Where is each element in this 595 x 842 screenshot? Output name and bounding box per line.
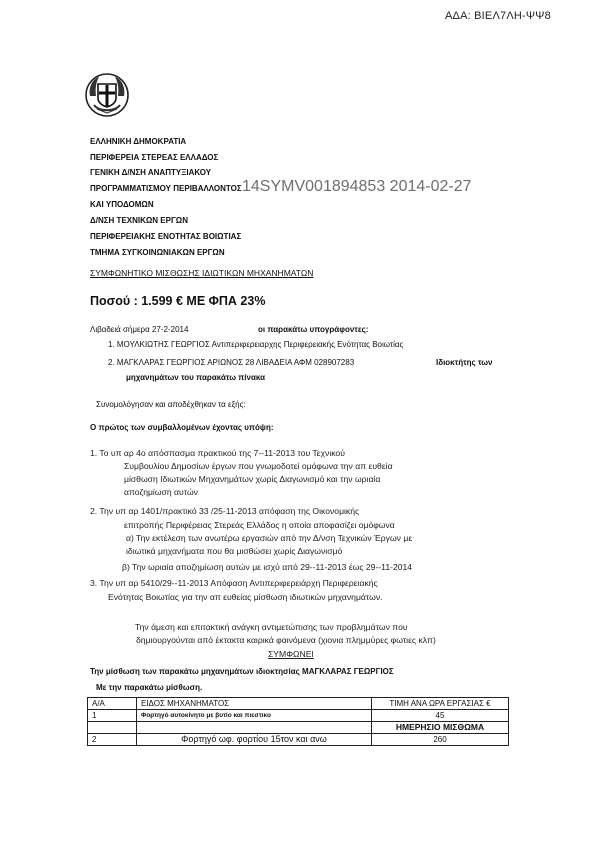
- point-3-line-2: Ενότητας Βοιωτίας για την απ ευθείας μίσθωση ιδιωτικών μηχανημάτων.: [108, 592, 383, 602]
- table-cell-price: 45: [372, 710, 509, 722]
- header-line-7: ΠΕΡΙΦΕΡΕΙΑΚΗΣ ΕΝΟΤΗΤΑΣ ΒΟΙΩΤΙΑΣ: [90, 232, 242, 241]
- header-line-3: ΓΕΝΙΚΗ Δ/ΝΣΗ ΑΝΑΠΤΥΞΙΑΚΟΥ: [90, 168, 212, 177]
- table-cell-aa: 2: [88, 734, 137, 746]
- header-line-4: ΠΡΟΓΡΑΜΜΑΤΙΣΜΟΥ ΠΕΡΙΒΑΛΛΟΝΤΟΣ: [90, 184, 242, 193]
- ada-code: ΑΔΑ: ΒΙΕΛ7ΛΗ-ΨΨ8: [445, 10, 551, 22]
- rent-line: Με την παρακάτω μίσθωση.: [96, 683, 203, 692]
- table-cell-price: 260: [372, 734, 509, 746]
- party-2: 2. ΜΑΓΚΛΑΡΑΣ ΓΕΩΡΓΙΟΣ ΑΡΙΩΝΟΣ 28 ΛΙΒΑΔΕΙΑ ΑΦΜ 028907283: [108, 358, 355, 367]
- table-row: [88, 710, 509, 722]
- header-line-5: ΚΑΙ ΥΠΟΔΟΜΩΝ: [90, 200, 154, 209]
- agreed-line: Συνομολόγησαν και αποδέχθηκαν τα εξής:: [96, 400, 246, 409]
- table-header-type: ΕΙΔΟΣ ΜΗΧΑΝΗΜΑΤΟΣ: [137, 698, 372, 710]
- point-1-line-4: αποζημίωση αυτών: [124, 487, 198, 497]
- necessity-line-1: Την άμεση και επιτακτική ανάγκη αντιμετώπισης των προβλημάτων που: [135, 622, 408, 632]
- header-line-2: ΠΕΡΙΦΕΡΕΙΑ ΣΤΕΡΕΑΣ ΕΛΛΑΔΟΣ: [90, 153, 219, 162]
- table-row: [88, 734, 509, 746]
- signatories-label: οι παρακάτω υπογράφοντες:: [258, 325, 369, 334]
- header-line-8: ΤΜΗΜΑ ΣΥΓΚΟΙΝΩΝΙΑΚΩΝ ΕΡΓΩΝ: [90, 248, 225, 257]
- daily-rent-label: ΗΜΕΡΗΣΙΟ ΜΙΣΘΩΜΑ: [372, 722, 509, 734]
- point-1-line-1: 1. Το υπ αρ 4ο απόσπασμα πρακτικού της 7--11-2013 του Τεχνικού: [90, 448, 345, 458]
- point-2-line-1: 2. Την υπ αρ 1401/πρακτικό 33 /25-11-2013 απόφαση της Οικονομικής: [90, 506, 360, 516]
- place-date: Λιβαδειά σήμερα 27-2-2014: [90, 325, 189, 334]
- table-header-price: ΤΙΜΗ ΑΝΑ ΩΡΑ ΕΡΓΑΣΙΑΣ €: [372, 698, 509, 710]
- header-line-6: Δ/ΝΣΗ ΤΕΧΝΙΚΩΝ ΕΡΓΩΝ: [90, 216, 188, 225]
- contract-amount: Ποσού : 1.599 € ΜΕ ΦΠΑ 23%: [90, 294, 266, 308]
- first-party-line: Ο πρώτος των συμβαλλομένων έχοντας υπόψη:: [90, 423, 274, 432]
- table-cell-type: Φορτηγό αυτοκίνητο με βυτίο και πιεστικο: [137, 710, 372, 722]
- point-2-line-5: β) Την ωριαία αποζημίωση αυτών με ισχύ από 29--11-2013 έως 29--11-2014: [122, 562, 413, 572]
- point-3-line-1: 3. Την υπ αρ 5410/29--11-2013 Απόφαση Αντιπεριφερειάρχη Περιφερειακής: [90, 578, 378, 588]
- lease-line: Την μίσθωση των παρακάτω μηχανημάτων ιδιοκτησίας ΜΑΓΚΛΑΡΑΣ ΓΕΩΡΓΙΟΣ: [90, 667, 394, 676]
- party-2-owner: Ιδιοκτήτης των: [436, 358, 493, 367]
- point-2-line-4: ιδιωτικά μηχανήματα που θα μισθώσει χωρίς Διαγωνισμό: [126, 546, 343, 556]
- point-1-line-2: Συμβουλίου Δημοσίων έργων που γνωμοδοτεί ομόφωνα την απ ευθεία: [124, 461, 393, 471]
- table-row-daily: [88, 722, 509, 734]
- table-header-aa: Α/Α: [88, 698, 137, 710]
- machines-table: [87, 697, 509, 746]
- party-2-machines: μηχανημάτων του παρακάτω πίνακα: [126, 373, 266, 382]
- header-line-1: ΕΛΛΗΝΙΚΗ ΔΗΜΟΚΡΑΤΙΑ: [90, 137, 187, 146]
- agree-word: ΣΥΜΦΩΝΕΙ: [268, 649, 314, 659]
- point-2-line-2: επιτροπής Περιφέρειας Στερεάς Ελλάδος η οποία αποφασίζει ομόφωνα: [124, 520, 395, 530]
- point-2-line-3: α) Την εκτέλεση των ανωτέρω εργασιών από την Δ/νση Τεχνικών Έργων με: [126, 533, 413, 543]
- table-header-row: [88, 698, 509, 710]
- point-1-line-3: μίσθωση Ιδιωτικών Μηχανημάτων χωρίς Διαγωνισμό και την ωριαία: [124, 474, 381, 484]
- diavgeia-stamp: 14SYMV001894853 2014-02-27: [242, 178, 472, 195]
- contract-title: ΣΥΜΦΩΝΗΤΙΚΟ ΜΙΣΘΩΣΗΣ ΙΔΙΩΤΙΚΩΝ ΜΗΧΑΝΗΜΑΤΩΝ: [90, 268, 314, 278]
- table-cell-type: Φορτηγό ωφ. φορτίου 15τον και ανω: [137, 734, 372, 746]
- coat-of-arms-logo: [84, 72, 130, 118]
- necessity-line-2: δημιουργούνται από έκτακτα καιρικά φαινόμενα (χιονια πλημμύρες φωτιες κλπ): [136, 635, 436, 645]
- table-cell-aa: 1: [88, 710, 137, 722]
- party-1: 1. ΜΟΥΛΚΙΩΤΗΣ ΓΕΩΡΓΙΟΣ Αντιπεριφερειαρχης Περιφερειακής Ενότητας Βοιωτίας: [108, 340, 404, 349]
